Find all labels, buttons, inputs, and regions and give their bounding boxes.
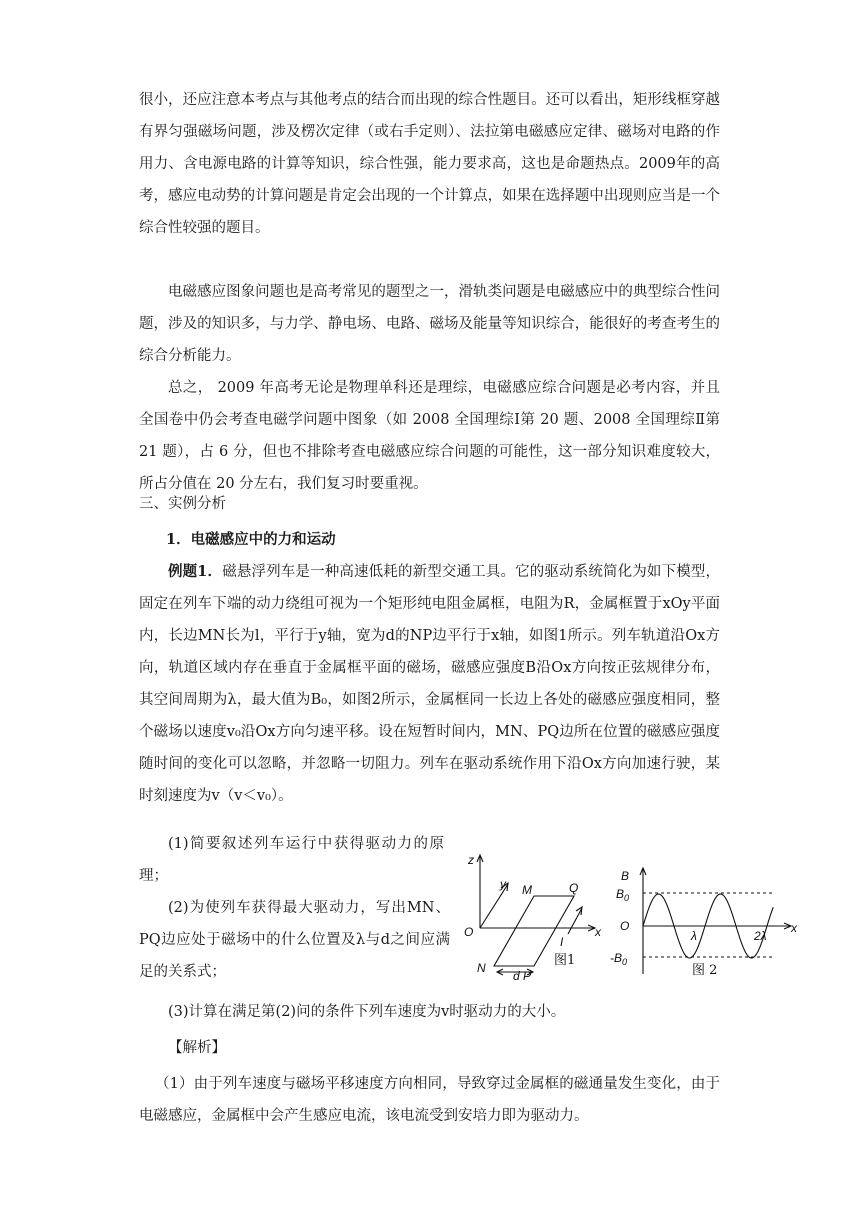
n-label: N: [477, 961, 486, 975]
question-3: (3)计算在满足第(2)问的条件下列车速度为v时驱动力的大小。: [168, 1004, 566, 1020]
neg-b0-label: $-B_0$: [610, 951, 628, 967]
paragraph-1: 很小，还应注意本考点与其他考点的结合而出现的综合性题目。还可以看出，矩形线框穿越有界匀强磁场问题，涉及楞次定律（或右手定则）、法拉第电磁感应定律、磁场对电路的作用力、含电源电路的计算等知识，综合性强，能力要求高，这也是命题热点。2009年的高考，感应电动势的计算问题是肯定会出现的一个计算点，如果在选择题中出现则应当是一个综合性较强的题目。: [139, 92, 720, 236]
analysis-heading: 【解析】: [168, 1040, 226, 1056]
b0-label: $B_0$: [616, 887, 630, 903]
y-label: y: [500, 877, 506, 891]
b-label: B: [621, 869, 630, 883]
current-arrow: [568, 908, 582, 934]
section-heading: 三、实例分析: [139, 496, 226, 512]
paragraph-2: 电磁感应图象问题也是高考常见的题型之一，滑轨类问题是电磁感应中的典型综合性问题，涉及的知识多，与力学、静电场、电路、磁场及能量等知识综合，能很好的考查考生的综合分析能力。: [139, 284, 720, 364]
example-text: 磁悬浮列车是一种高速低耗的新型交通工具。它的驱动系统简化为如下模型，固定在列车下端的动力绕组可视为一个矩形纯电阻金属框，电阻为R，金属框置于xOy平面内，长边MN长为l，平行于y轴，宽为d的NP边平行于x轴，如图1所示。列车轨道沿Ox方向，轨道区域内存在垂直于金属框平面的磁场，磁感应强度B沿Ox方向按正弦规律分布，其空间周期为λ，最大值为B₀，如图2所示，金属框同一长边上各处的磁感应强度相同，整个磁场以速度v₀沿Ox方向匀速平移。设在短暂时间内，MN、PQ边所在位置的磁感应强度随时间的变化可以忽略，并忽略一切阻力。列车在驱动系统作用下沿Ox方向加速行驶，某时刻速度为v（v＜v₀）。: [139, 564, 721, 804]
q-label: Q: [569, 881, 579, 895]
z-label: z: [468, 853, 474, 867]
paragraph-3: 总之， 2009 年高考无论是物理单科还是理综，电磁感应综合问题是必考内容，并且全国卷中仍会考查电磁学问题中图象（如 2008 全国理综Ⅰ第 20 题、2008 全国理综Ⅱ第 21 题），占 6 分，但也不排除考查电磁感应综合问题的可能性，这一部分知识难度较大，所占分值在 20 分左右，我们复习时要重视。: [139, 380, 720, 492]
current-label: I: [560, 935, 564, 949]
x-label: x: [791, 921, 797, 935]
d-label: d: [513, 969, 520, 980]
origin-label: O: [464, 925, 474, 939]
figure-2-caption: 图 2: [692, 963, 718, 978]
origin-label: O: [620, 919, 630, 933]
m-label: M: [522, 883, 532, 897]
example-paragraph: [139, 556, 720, 812]
p-label: P: [523, 969, 532, 980]
figure-2: [608, 848, 808, 980]
question-2: (2)为使列车获得最大驱动力，写出MN、PQ边应处于磁场中的什么位置及λ与d之间应满足的关系式；: [139, 900, 450, 980]
subheading: 1．电磁感应中的力和运动: [166, 531, 336, 548]
analysis-text: （1）由于列车速度与磁场平移速度方向相同，导致穿过金属框的磁通量发生变化，由于电磁感应，金属框中会产生感应电流，该电流受到安培力即为驱动力。: [139, 1076, 720, 1124]
x-label: x: [595, 925, 601, 939]
lambda-label: λ: [691, 929, 697, 943]
question-1: (1)简要叙述列车运行中获得驱动力的原理；: [139, 836, 444, 884]
example-label: 例题1．: [168, 563, 223, 580]
two-lambda-label: 2λ: [754, 929, 767, 943]
figure-1: [460, 848, 610, 980]
figure-1-caption: 图1: [554, 953, 576, 968]
